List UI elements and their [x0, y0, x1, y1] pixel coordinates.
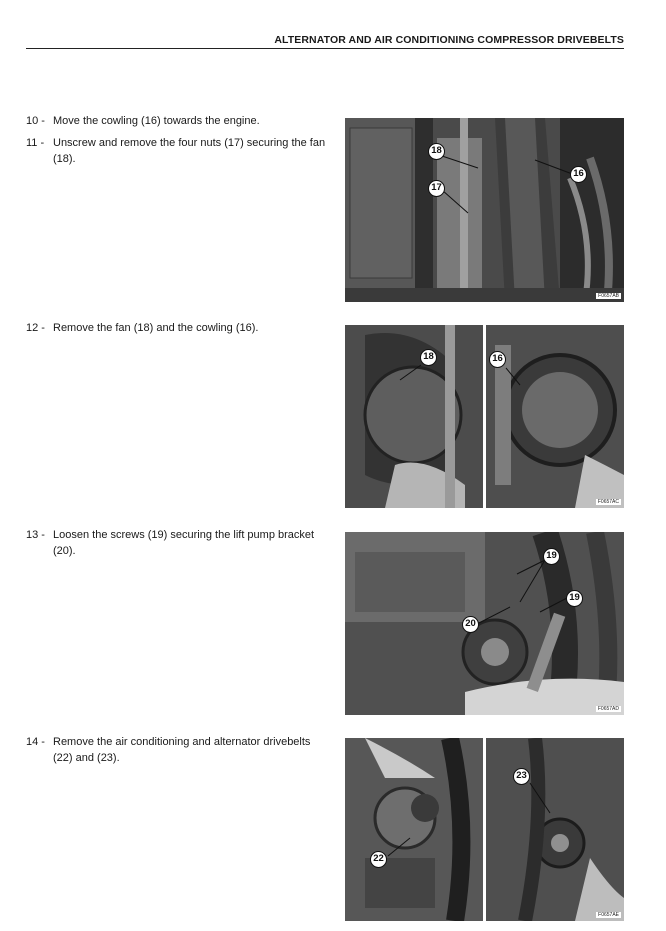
callout-18: 18	[420, 349, 437, 366]
step-text: Move the cowling (16) towards the engine.	[53, 115, 260, 127]
step-12	[26, 321, 326, 337]
header-rule	[26, 48, 624, 49]
callout-18: 18	[428, 143, 445, 160]
step-14	[26, 735, 326, 766]
callout-16: 16	[570, 166, 587, 183]
callout-20: 20	[462, 616, 479, 633]
callout-16: 16	[489, 351, 506, 368]
engine-photo-illustration	[345, 118, 624, 302]
step-13	[26, 528, 326, 559]
engine-photo-illustration	[345, 532, 624, 715]
page-header-title: ALTERNATOR AND AIR CONDITIONING COMPRESSOR DRIVEBELTS	[274, 34, 624, 46]
step-number: 13 -	[26, 529, 45, 541]
engine-photo-illustration	[345, 738, 624, 921]
photo-code: F0657AE	[598, 912, 619, 918]
photo-code: F0657AD	[597, 706, 619, 712]
step-text: Remove the fan (18) and the cowling (16).	[53, 322, 259, 334]
callout-19: 19	[543, 548, 560, 565]
photo-fan-cowling	[345, 118, 624, 302]
photo-remove-fan-cowling	[345, 325, 624, 508]
step-text: Unscrew and remove the four nuts (17) securing the fan (18).	[53, 137, 326, 165]
photo-lift-pump-bracket	[345, 532, 624, 715]
callout-23: 23	[513, 768, 530, 785]
step-11	[26, 136, 326, 167]
callout-22: 22	[370, 851, 387, 868]
step-number: 12 -	[26, 322, 45, 334]
step-number: 11 -	[26, 137, 45, 149]
photo-code: F0657AB	[598, 293, 619, 299]
engine-photo-illustration	[345, 325, 624, 508]
step-number: 14 -	[26, 736, 45, 748]
step-text: Loosen the screws (19) securing the lift pump bracket (20).	[53, 529, 315, 557]
step-10	[26, 114, 326, 130]
callout-19: 19	[566, 590, 583, 607]
photo-code: F0657AC	[597, 499, 619, 505]
callout-17: 17	[428, 180, 445, 197]
photo-drivebelts	[345, 738, 624, 921]
step-number: 10 -	[26, 115, 45, 127]
step-text: Remove the air conditioning and alternator drivebelts (22) and (23).	[53, 736, 311, 764]
